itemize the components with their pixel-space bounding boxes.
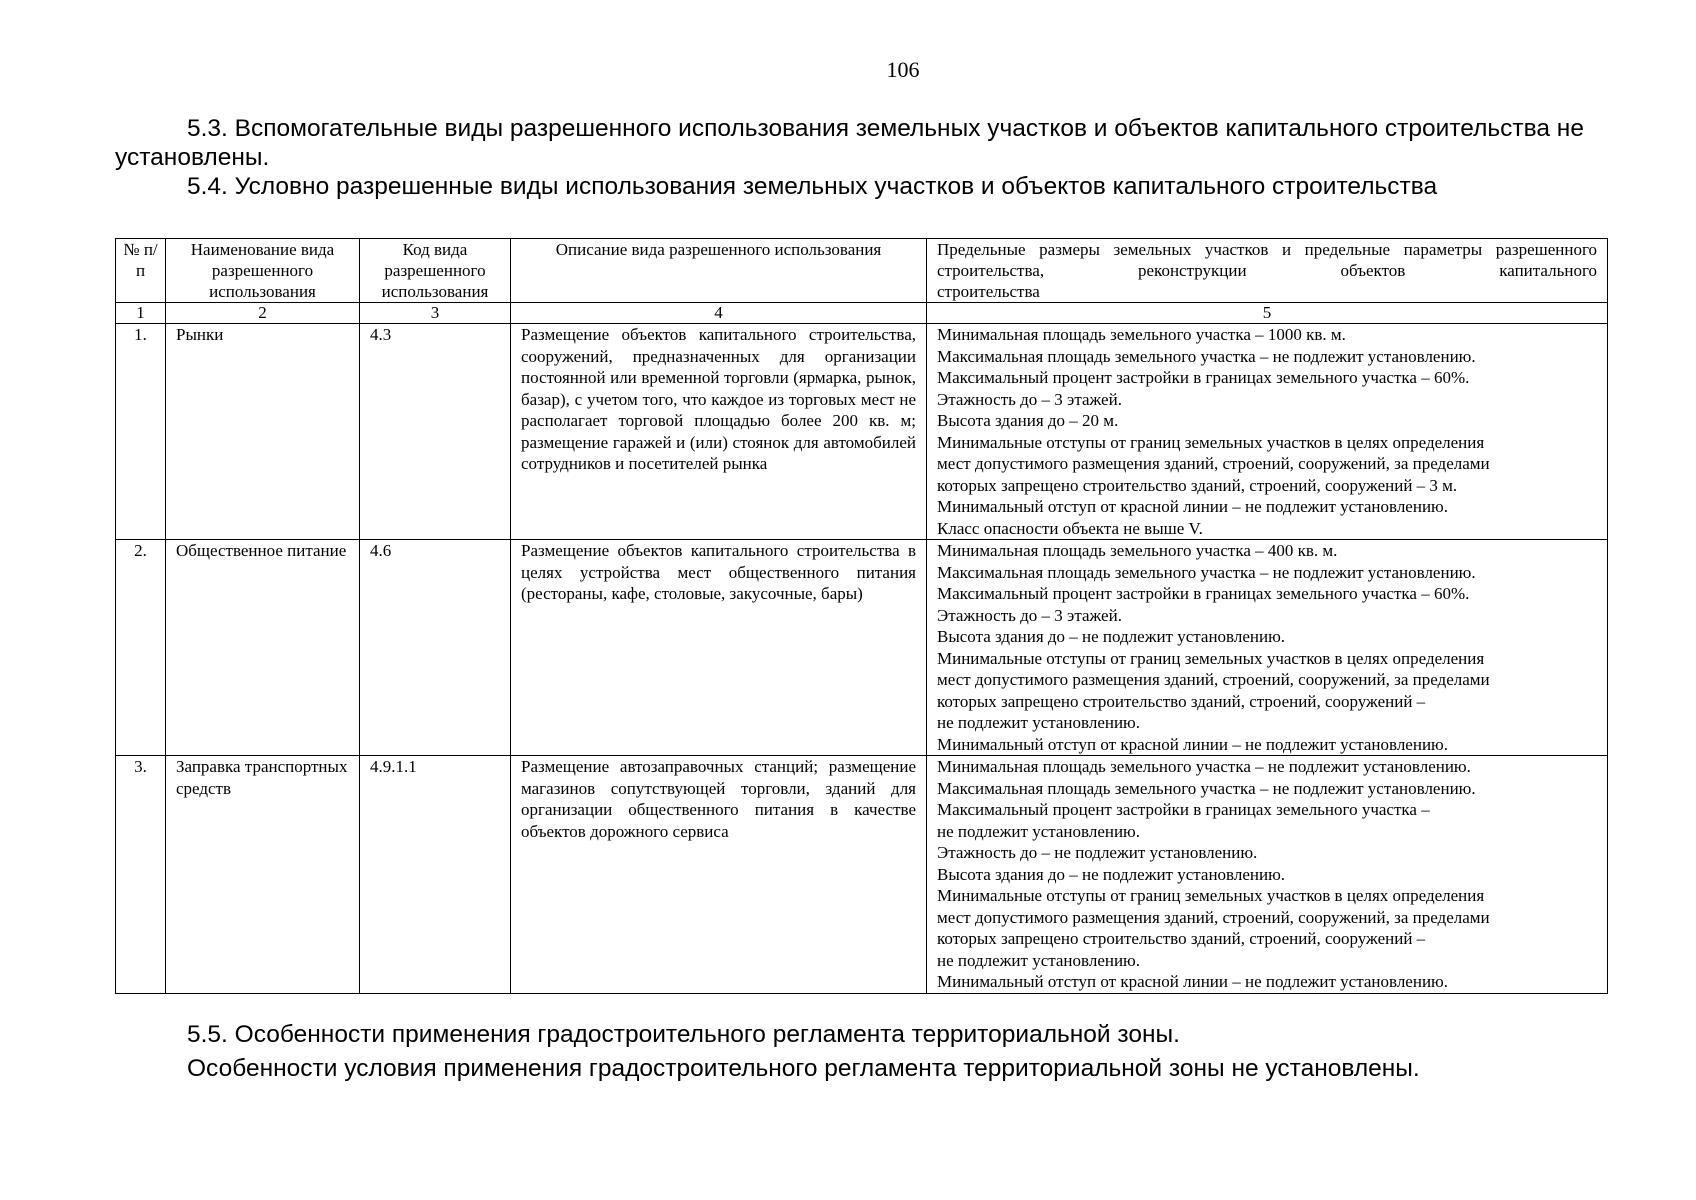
param-line: Класс опасности объекта не выше V.: [937, 518, 1203, 538]
row-num: 2.: [116, 540, 166, 756]
table-row: [116, 540, 1608, 756]
column-number-row: [116, 303, 1608, 324]
column-number: 3: [360, 303, 511, 324]
column-number: 1: [116, 303, 166, 324]
header-params-last: строительства: [937, 282, 1040, 301]
param-line: Максимальная площадь земельного участка – не подлежит установлению.: [937, 346, 1476, 366]
param-line: мест допустимого размещения зданий, строений, сооружений, за пределами: [937, 907, 1490, 927]
param-line: Минимальный отступ от красной линии – не подлежит установлению.: [937, 972, 1448, 991]
row-desc: Размещение объектов капитального строительства, сооружений, предназначенных для организации постоянной или временной торговли (ярмарка, рынок, базар), с учетом того, что каждое из торговых мест не располагает торговой площадью более 200 кв. м; размещение гаражей и (или) стоянок для автомобилей сотрудников и посетителей рынка: [511, 324, 927, 540]
param-line: Минимальный отступ от красной линии – не подлежит установлению.: [937, 497, 1448, 516]
header-desc: Описание вида разрешенного использования: [511, 239, 927, 303]
param-line: мест допустимого размещения зданий, строений, сооружений, за пределами: [937, 670, 1490, 689]
row-code: 4.6: [360, 540, 511, 756]
section-5-5-heading: 5.5. Особенности применения градостроительного регламента территориальной зоны.: [187, 1021, 1180, 1048]
param-line: Минимальные отступы от границ земельных участков в целях определения: [937, 648, 1485, 668]
row-num: 1.: [116, 324, 166, 540]
param-line: Высота здания до – 20 м.: [937, 411, 1119, 430]
header-params: [927, 239, 1608, 303]
closing-section: [115, 1018, 1620, 1086]
param-line: не подлежит установлению.: [937, 821, 1141, 841]
header-params-text: Предельные размеры земельных участков и предельные параметры разрешенного строительства, реконструкции объектов капитального: [937, 240, 1597, 280]
param-line: мест допустимого размещения зданий, строений, сооружений, за пределами: [937, 454, 1490, 473]
param-line: Максимальная площадь земельного участка – не подлежит установлению.: [937, 562, 1476, 582]
param-line: Минимальный отступ от красной линии – не подлежит установлению.: [937, 734, 1448, 754]
row-desc: Размещение объектов капитального строительства в целях устройства мест общественного питания (рестораны, кафе, столовые, закусочные, бары): [511, 540, 927, 756]
param-line: Этажность до – не подлежит установлению.: [937, 843, 1258, 862]
row-name: Рынки: [166, 324, 360, 540]
table-header-row: [116, 239, 1608, 303]
row-name: Заправка транспортных средств: [166, 756, 360, 994]
header-code: Код вида разрешенного использования: [360, 239, 511, 303]
intro-sections: [115, 114, 1620, 201]
page-number: 106: [886, 57, 920, 82]
header-name: Наименование вида разрешенного использования: [166, 239, 360, 303]
row-code: 4.9.1.1: [360, 756, 511, 994]
param-line: Минимальная площадь земельного участка – 400 кв. м.: [937, 541, 1338, 560]
param-line: Максимальный процент застройки в границах земельного участка –: [937, 800, 1430, 819]
param-line: Этажность до – 3 этажей.: [937, 605, 1122, 625]
section-5-5-text: Особенности условия применения градостроительного регламента территориальной зоны не установлены.: [187, 1055, 1420, 1082]
param-line: Высота здания до – не подлежит установлению.: [937, 627, 1286, 646]
param-line: Минимальная площадь земельного участка – 1000 кв. м.: [937, 325, 1346, 344]
section-5-4: 5.4. Условно разрешенные виды использования земельных участков и объектов капитального строительства: [187, 173, 1438, 200]
row-code: 4.3: [360, 324, 511, 540]
param-line: которых запрещено строительство зданий, строений, сооружений – 3 м.: [937, 475, 1458, 495]
param-line: Минимальные отступы от границ земельных участков в целях определения: [937, 432, 1485, 452]
param-line: Максимальная площадь земельного участка – не подлежит установлению.: [937, 778, 1476, 798]
table-row: [116, 756, 1608, 994]
param-line: которых запрещено строительство зданий, строений, сооружений –: [937, 691, 1426, 711]
column-number: 5: [927, 303, 1608, 324]
row-params: [927, 324, 1608, 540]
param-line: Максимальный процент застройки в границах земельного участка – 60%.: [937, 584, 1470, 603]
param-line: Высота здания до – не подлежит установлению.: [937, 864, 1286, 884]
column-number: 2: [166, 303, 360, 324]
row-params: [927, 756, 1608, 994]
row-desc: Размещение автозаправочных станций; размещение магазинов сопутствующей торговли, зданий для организации общественного питания в качестве объектов дорожного сервиса: [511, 756, 927, 994]
header-num: № п/п: [116, 239, 166, 303]
param-line: которых запрещено строительство зданий, строений, сооружений –: [937, 929, 1426, 948]
table-row: [116, 324, 1608, 540]
column-number: 4: [511, 303, 927, 324]
row-params: [927, 540, 1608, 756]
param-line: не подлежит установлению.: [937, 713, 1141, 732]
section-5-3: 5.3. Вспомогательные виды разрешенного использования земельных участков и объектов капитального строительства не установлены.: [115, 115, 1584, 171]
param-line: Минимальная площадь земельного участка – не подлежит установлению.: [937, 757, 1471, 776]
row-num: 3.: [116, 756, 166, 994]
param-line: Минимальные отступы от границ земельных участков в целях определения: [937, 886, 1485, 905]
param-line: не подлежит установлению.: [937, 950, 1141, 970]
param-line: Максимальный процент застройки в границах земельного участка – 60%.: [937, 368, 1470, 387]
param-line: Этажность до – 3 этажей.: [937, 389, 1122, 409]
row-name: Общественное питание: [166, 540, 360, 756]
conditional-use-table: [115, 238, 1608, 994]
